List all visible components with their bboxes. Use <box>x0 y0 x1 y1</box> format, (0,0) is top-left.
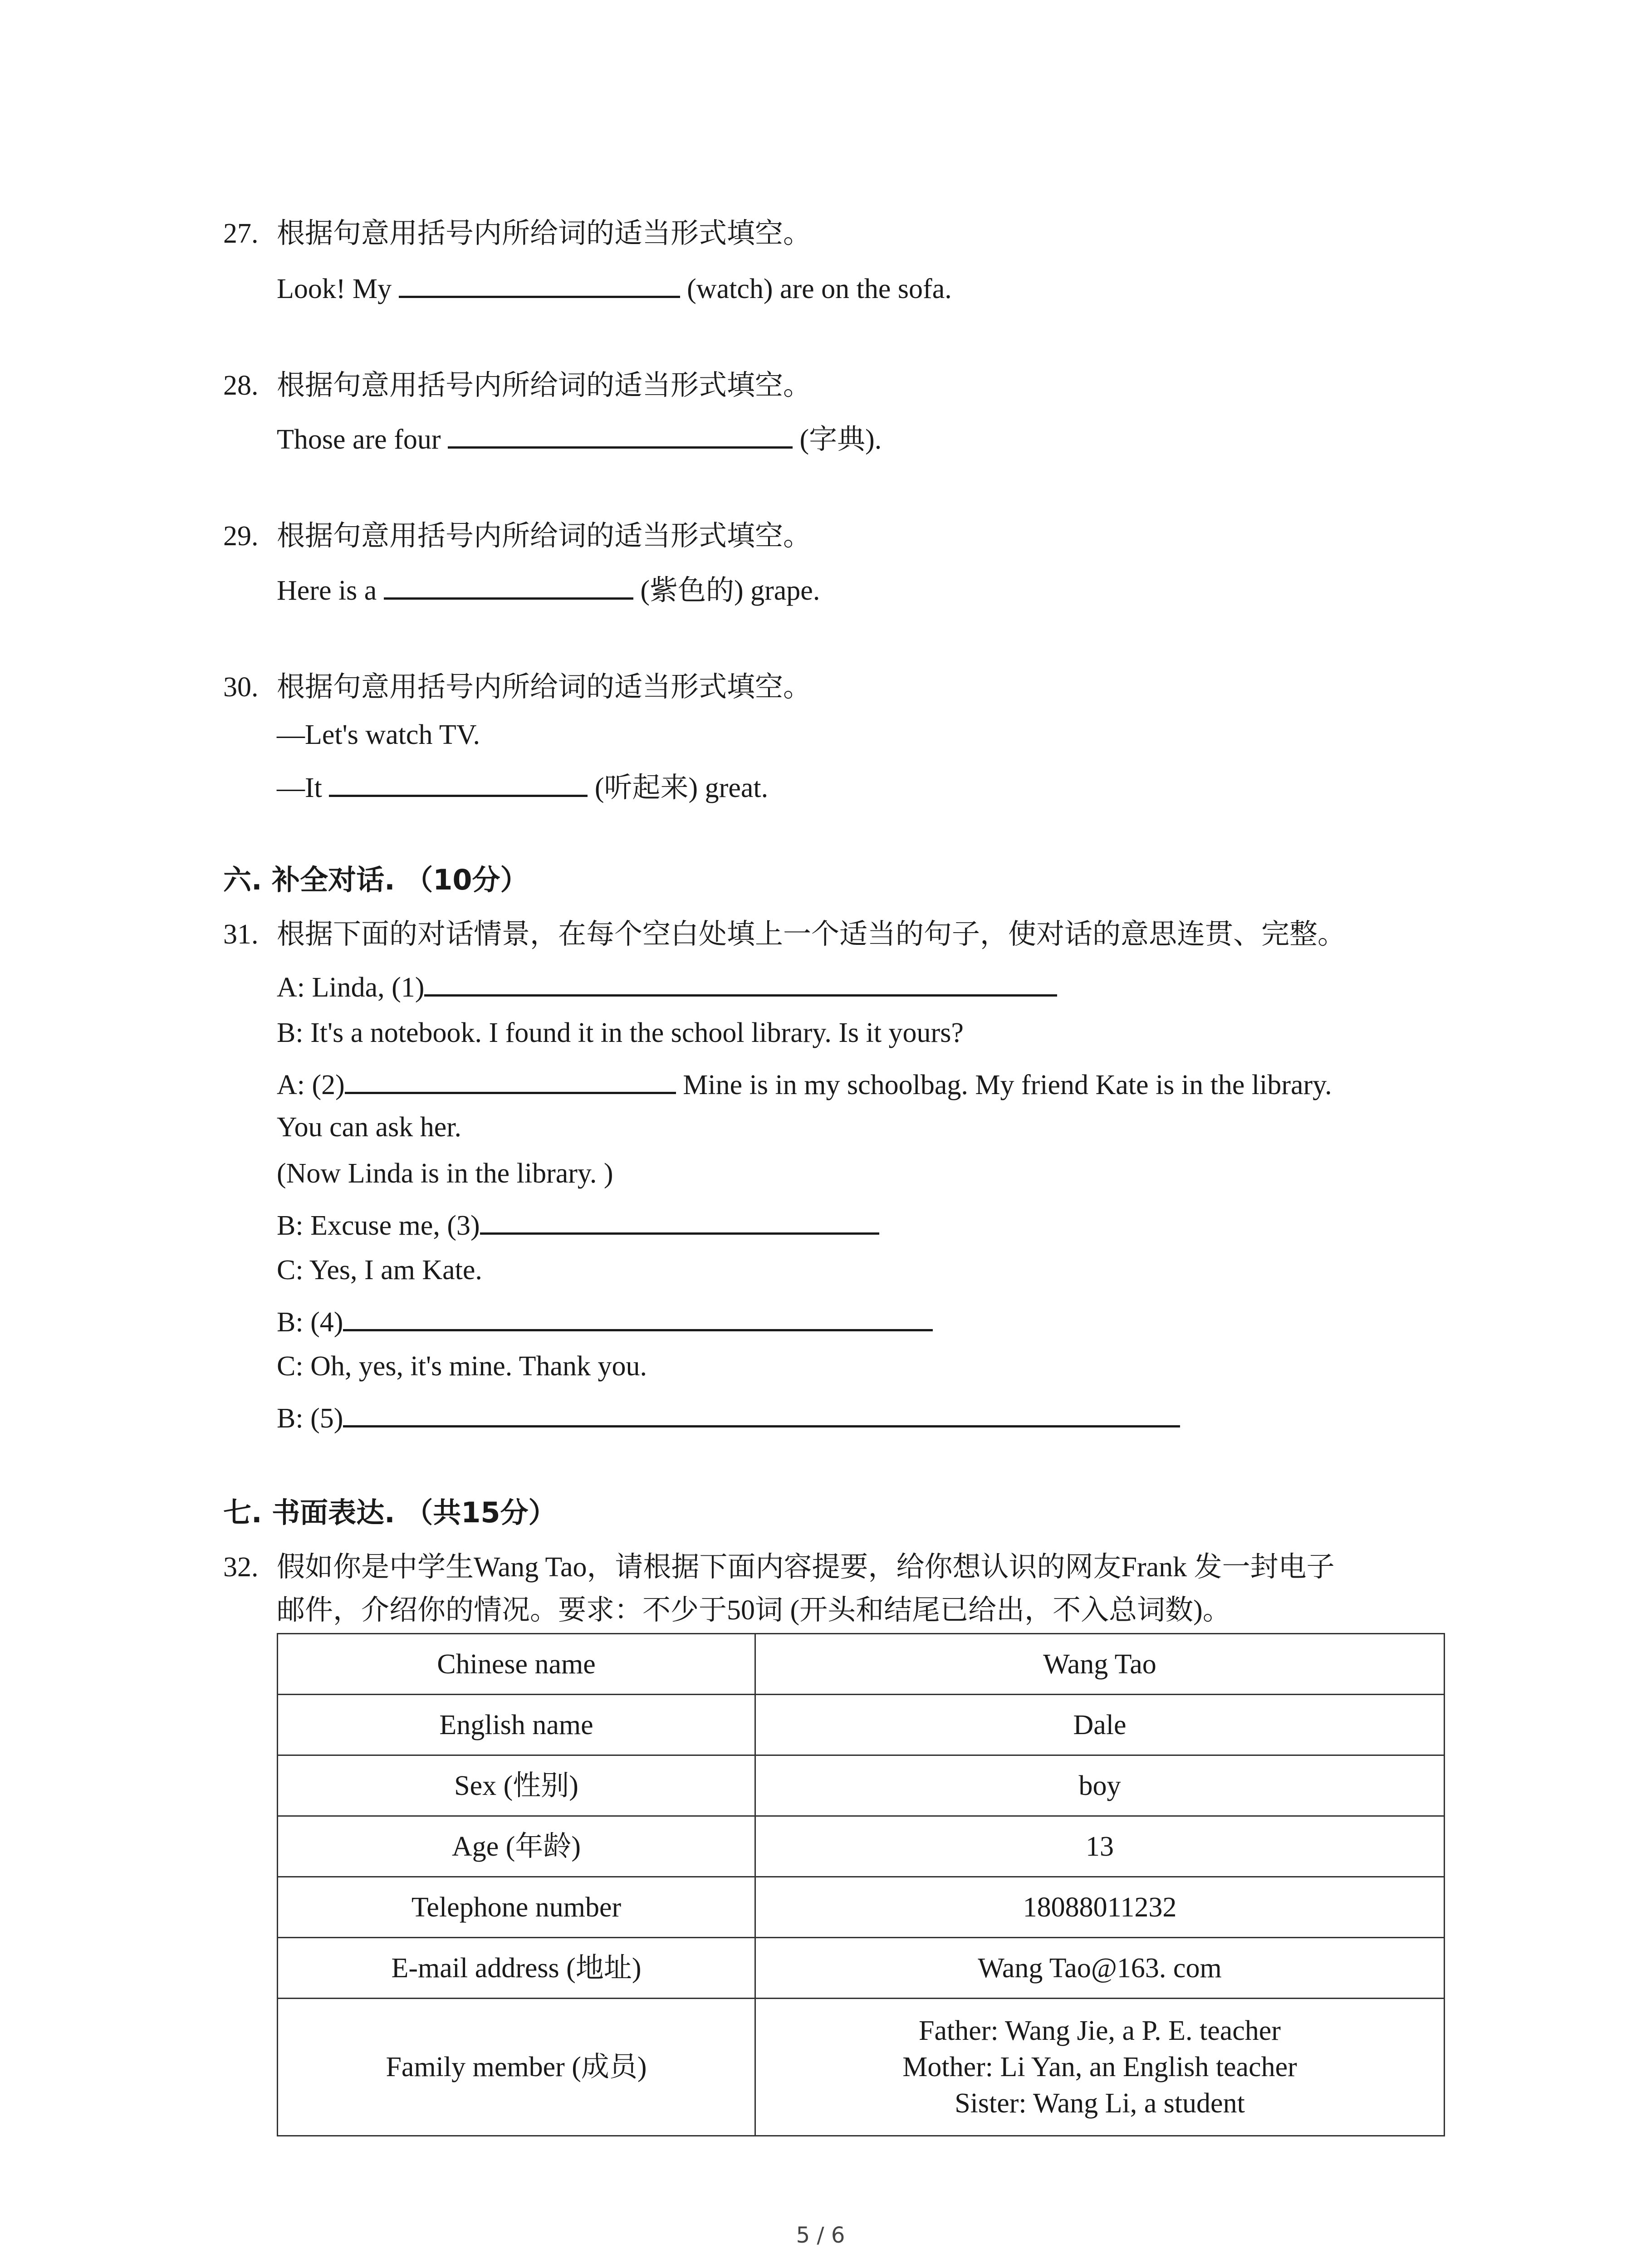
table-label: Family member (成员) <box>278 1999 755 2136</box>
dialog-c1: C: Yes, I am Kate. <box>277 1255 482 1286</box>
table-label: E-mail address (地址) <box>278 1938 755 1999</box>
q30-line1: —Let's watch TV. <box>277 719 480 750</box>
q29-sentence: Here is a (紫色的) grape. <box>277 569 820 609</box>
q27-instruction: 27. 根据句意用括号内所给词的适当形式填空。 <box>223 215 811 252</box>
info-table <box>277 1633 1445 2136</box>
q28-instruction: 28. 根据句意用括号内所给词的适当形式填空。 <box>223 367 811 404</box>
q32-line1: 32. 假如你是中学生Wang Tao，请根据下面内容提要，给你想认识的网友Frank 发一封电子 <box>223 1549 1335 1585</box>
answer-blank[interactable] <box>448 418 793 449</box>
dialog-b5: B: (5) <box>277 1397 1180 1437</box>
question-number: 31. <box>223 919 259 950</box>
table-value: Wang Tao@163. com <box>755 1938 1445 1999</box>
table-row <box>278 1695 1445 1755</box>
section-7-title: 七. 书面表达. （共15分） <box>223 1496 557 1529</box>
answer-blank-3[interactable] <box>480 1204 879 1235</box>
table-row <box>278 1634 1445 1695</box>
table-row <box>278 1877 1445 1938</box>
question-number: 27. <box>223 218 259 249</box>
q28-sentence: Those are four (字典). <box>277 418 882 458</box>
dialog-a2: A: (2) Mine is in my schoolbag. My friend Kate is in the library. <box>277 1064 1332 1103</box>
dialog-b4: B: (4) <box>277 1301 933 1340</box>
table-value: Wang Tao <box>755 1634 1445 1695</box>
dialog-c2: C: Oh, yes, it's mine. Thank you. <box>277 1351 647 1382</box>
answer-blank-2[interactable] <box>345 1064 676 1094</box>
question-number: 32. <box>223 1552 259 1583</box>
question-number: 30. <box>223 672 259 703</box>
page-number: 5 / 6 <box>796 2223 845 2248</box>
table-value: boy <box>755 1755 1445 1816</box>
table-label: Chinese name <box>278 1634 755 1695</box>
table-label: Telephone number <box>278 1877 755 1938</box>
family-member: Sister: Wang Li, a student <box>955 2088 1245 2119</box>
answer-blank[interactable] <box>329 767 588 797</box>
dialog-b3: B: Excuse me, (3) <box>277 1204 879 1244</box>
section-6-title: 六. 补全对话. （10分） <box>223 863 529 896</box>
table-row <box>278 1938 1445 1999</box>
q31-instruction: 31. 根据下面的对话情景，在每个空白处填上一个适当的句子，使对话的意思连贯、完整。 <box>223 916 1346 953</box>
q32-line2: 邮件，介绍你的情况。要求：不少于50词 (开头和结尾已给出，不入总词数)。 <box>277 1595 1231 1626</box>
table-value: 18088011232 <box>755 1877 1445 1938</box>
dialog-a2-cont: You can ask her. <box>277 1112 461 1143</box>
q30-instruction: 30. 根据句意用括号内所给词的适当形式填空。 <box>223 669 811 705</box>
family-member: Mother: Li Yan, an English teacher <box>902 2052 1297 2082</box>
question-number: 28. <box>223 370 259 401</box>
table-row-family <box>278 1999 1445 2136</box>
answer-blank-5[interactable] <box>343 1397 1180 1427</box>
question-number: 29. <box>223 521 259 552</box>
table-value: Dale <box>755 1695 1445 1755</box>
answer-blank-1[interactable] <box>424 966 1057 997</box>
answer-blank[interactable] <box>384 569 633 600</box>
q29-instruction: 29. 根据句意用括号内所给词的适当形式填空。 <box>223 518 811 554</box>
table-value: 13 <box>755 1816 1445 1877</box>
q30-sentence: —It (听起来) great. <box>277 767 768 806</box>
answer-blank-4[interactable] <box>343 1301 933 1331</box>
dialog-b1: B: It's a notebook. I found it in the school library. Is it yours? <box>277 1017 964 1048</box>
table-row <box>278 1755 1445 1816</box>
q27-sentence: Look! My (watch) are on the sofa. <box>277 268 952 307</box>
table-row <box>278 1816 1445 1877</box>
table-label: Age (年龄) <box>278 1816 755 1877</box>
table-value-family <box>755 1999 1445 2136</box>
table-label: English name <box>278 1695 755 1755</box>
dialog-note: (Now Linda is in the library. ) <box>277 1158 613 1189</box>
family-member: Father: Wang Jie, a P. E. teacher <box>919 2015 1281 2046</box>
dialog-a1: A: Linda, (1) <box>277 966 1057 1006</box>
answer-blank[interactable] <box>399 268 680 298</box>
table-label: Sex (性别) <box>278 1755 755 1816</box>
